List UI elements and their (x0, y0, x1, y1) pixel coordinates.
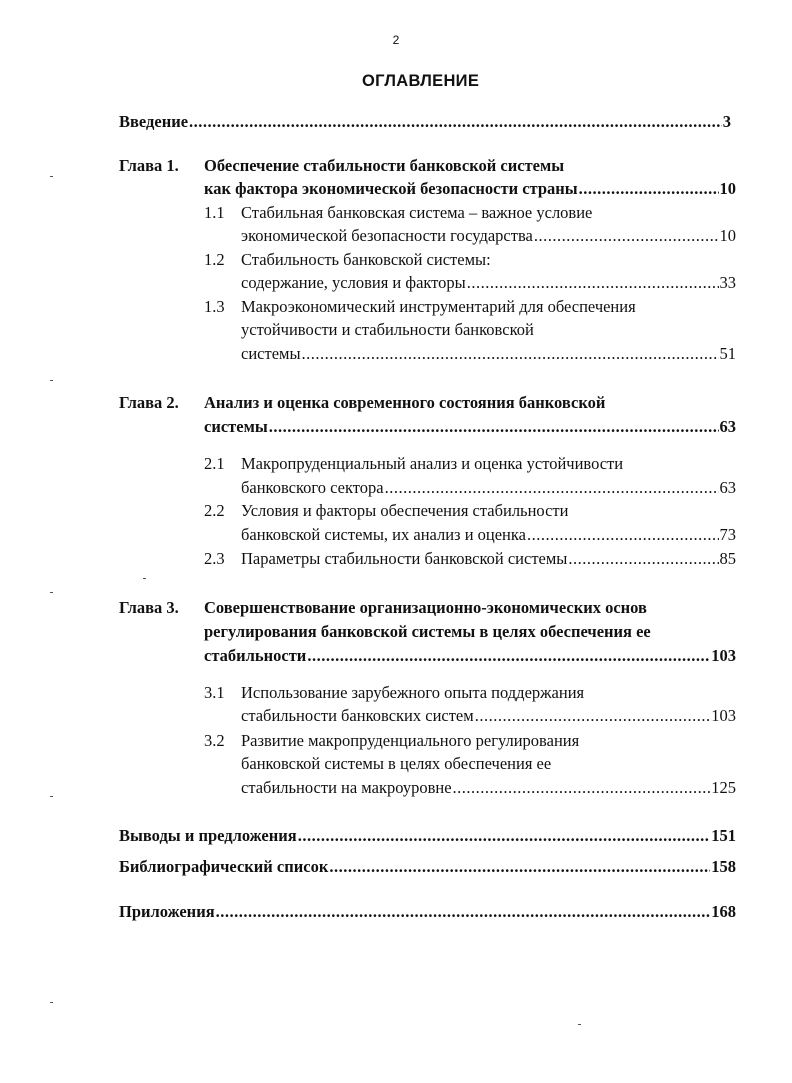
section-3-1-number: 3.1 (204, 683, 225, 702)
scan-speck (50, 592, 53, 593)
section-2-2-line1-text: Условия и факторы обеспечения стабильности (241, 501, 569, 520)
section-2-1-line1-text: Макропруденциальный анализ и оценка устойчивости (241, 454, 624, 473)
chapter1-line2-text: как фактора экономической безопасности страны (204, 179, 578, 198)
conclusions-text: Выводы и предложения (119, 826, 297, 845)
chapter3-title-line2[interactable] (204, 622, 651, 642)
section-3-1-page: 103 (711, 706, 736, 725)
section-1-3-line2[interactable] (241, 320, 534, 340)
section-2-2-number: 2.2 (204, 501, 225, 520)
section-1-2-number: 1.2 (204, 250, 225, 269)
chapter1-label: Глава 1. (119, 156, 179, 175)
section-1-2-line2-text: содержание, условия и факторы (241, 273, 466, 292)
section-1-3-line3-text: системы (241, 344, 301, 363)
scan-speck (50, 796, 53, 797)
toc-entry-section-2-1[interactable] (241, 478, 736, 498)
section-1-1-line1[interactable] (241, 203, 592, 223)
section-1-2-line1[interactable] (241, 250, 491, 270)
section-2-1-number: 2.1 (204, 454, 225, 473)
toc-entry-section-3-1[interactable] (241, 706, 736, 726)
scan-speck (50, 380, 53, 381)
dot-leader (475, 706, 711, 726)
dot-leader (189, 112, 722, 132)
bibliography-text: Библиографический список (119, 857, 329, 876)
chapter3-title-line1[interactable] (204, 598, 647, 618)
scan-speck (143, 578, 146, 579)
toc-entry-section-2-3[interactable] (241, 549, 736, 569)
section-2-1-line2-text: банковского сектора (241, 478, 384, 497)
toc-title: ОГЛАВЛЕНИЕ (362, 72, 480, 90)
chapter3-line3-text: стабильности (204, 646, 307, 665)
dot-leader (307, 646, 710, 666)
section-2-3-number: 2.3 (204, 549, 225, 568)
conclusions-page: 151 (711, 826, 736, 845)
dot-leader (269, 417, 719, 437)
section-3-2-line3-text: стабильности на макроуровне (241, 778, 452, 797)
toc-entry-section-3-2[interactable] (241, 778, 736, 798)
page-number: 2 (392, 33, 400, 47)
intro-page: 3 (722, 112, 731, 131)
toc-entry-section-1-2[interactable] (241, 273, 736, 293)
section-1-3-page: 51 (719, 344, 736, 363)
toc-entry-intro[interactable] (119, 112, 731, 132)
dot-leader (527, 525, 719, 545)
section-1-1-line1-text: Стабильная банковская система – важное условие (241, 203, 593, 222)
dot-leader (467, 273, 719, 293)
scan-speck (578, 1024, 581, 1025)
intro-text: Введение (119, 112, 189, 131)
dot-leader (302, 344, 719, 364)
dot-leader (568, 549, 718, 569)
section-2-3-line1-text: Параметры стабильности банковской системы (241, 549, 568, 568)
chapter2-title-line1[interactable] (204, 393, 605, 413)
section-2-2-line1[interactable] (241, 501, 568, 521)
section-1-1-page: 10 (719, 226, 736, 245)
chapter2-label: Глава 2. (119, 393, 179, 412)
toc-entry-section-1-3[interactable] (241, 344, 736, 364)
chapter3-line2-text: регулирования банковской системы в целях обеспечения ее (204, 622, 651, 641)
dot-leader (534, 226, 719, 246)
toc-entry-conclusions[interactable] (119, 826, 736, 846)
section-2-1-line1[interactable] (241, 454, 623, 474)
section-3-2-line1[interactable] (241, 731, 579, 751)
appendices-page: 168 (711, 902, 736, 921)
section-2-2-page: 73 (719, 525, 736, 544)
section-3-2-line1-text: Развитие макропруденциального регулирования (241, 731, 580, 750)
chapter2-page: 63 (719, 417, 736, 436)
appendices-text: Приложения (119, 902, 215, 921)
chapter3-page: 103 (711, 646, 736, 665)
section-1-1-number: 1.1 (204, 203, 225, 222)
section-3-1-line1[interactable] (241, 683, 584, 703)
scan-speck (50, 1002, 53, 1003)
section-1-3-line2-text: устойчивости и стабильности банковской (241, 320, 534, 339)
chapter2-line2-text: системы (204, 417, 268, 436)
section-2-3-page: 85 (719, 549, 736, 568)
section-3-2-page: 125 (711, 778, 736, 797)
dot-leader (216, 902, 711, 922)
toc-entry-chapter1[interactable] (204, 179, 736, 199)
chapter1-title-line1[interactable] (204, 156, 564, 176)
toc-entry-appendices[interactable] (119, 902, 736, 922)
chapter3-line1-text: Совершенствование организационно-экономических основ (204, 598, 647, 617)
bibliography-page: 158 (711, 857, 736, 876)
toc-entry-bibliography[interactable] (119, 857, 736, 877)
section-1-3-line1[interactable] (241, 297, 636, 317)
chapter2-line1-text: Анализ и оценка современного состояния банковской (204, 393, 606, 412)
section-2-2-line2-text: банковской системы, их анализ и оценка (241, 525, 526, 544)
section-3-2-number: 3.2 (204, 731, 225, 750)
dot-leader (329, 857, 710, 877)
chapter1-line1-text: Обеспечение стабильности банковской системы (204, 156, 565, 175)
section-1-3-line1-text: Макроэкономический инструментарий для обеспечения (241, 297, 636, 316)
section-3-1-line1-text: Использование зарубежного опыта поддержания (241, 683, 585, 702)
section-3-2-line2[interactable] (241, 754, 551, 774)
toc-entry-section-1-1[interactable] (241, 226, 736, 246)
section-3-1-line2-text: стабильности банковских систем (241, 706, 474, 725)
section-1-2-page: 33 (719, 273, 736, 292)
chapter1-page: 10 (719, 179, 736, 198)
dot-leader (453, 778, 711, 798)
section-1-3-number: 1.3 (204, 297, 225, 316)
section-2-1-page: 63 (719, 478, 736, 497)
dot-leader (298, 826, 711, 846)
section-3-2-line2-text: банковской системы в целях обеспечения ее (241, 754, 552, 773)
toc-entry-chapter3[interactable] (204, 646, 736, 666)
section-1-1-line2-text: экономической безопасности государства (241, 226, 533, 245)
toc-entry-chapter2[interactable] (204, 417, 736, 437)
dot-leader (385, 478, 719, 498)
chapter3-label: Глава 3. (119, 598, 179, 617)
toc-entry-section-2-2[interactable] (241, 525, 736, 545)
dot-leader (579, 179, 719, 199)
section-1-2-line1-text: Стабильность банковской системы: (241, 250, 491, 269)
scan-speck (50, 176, 53, 177)
